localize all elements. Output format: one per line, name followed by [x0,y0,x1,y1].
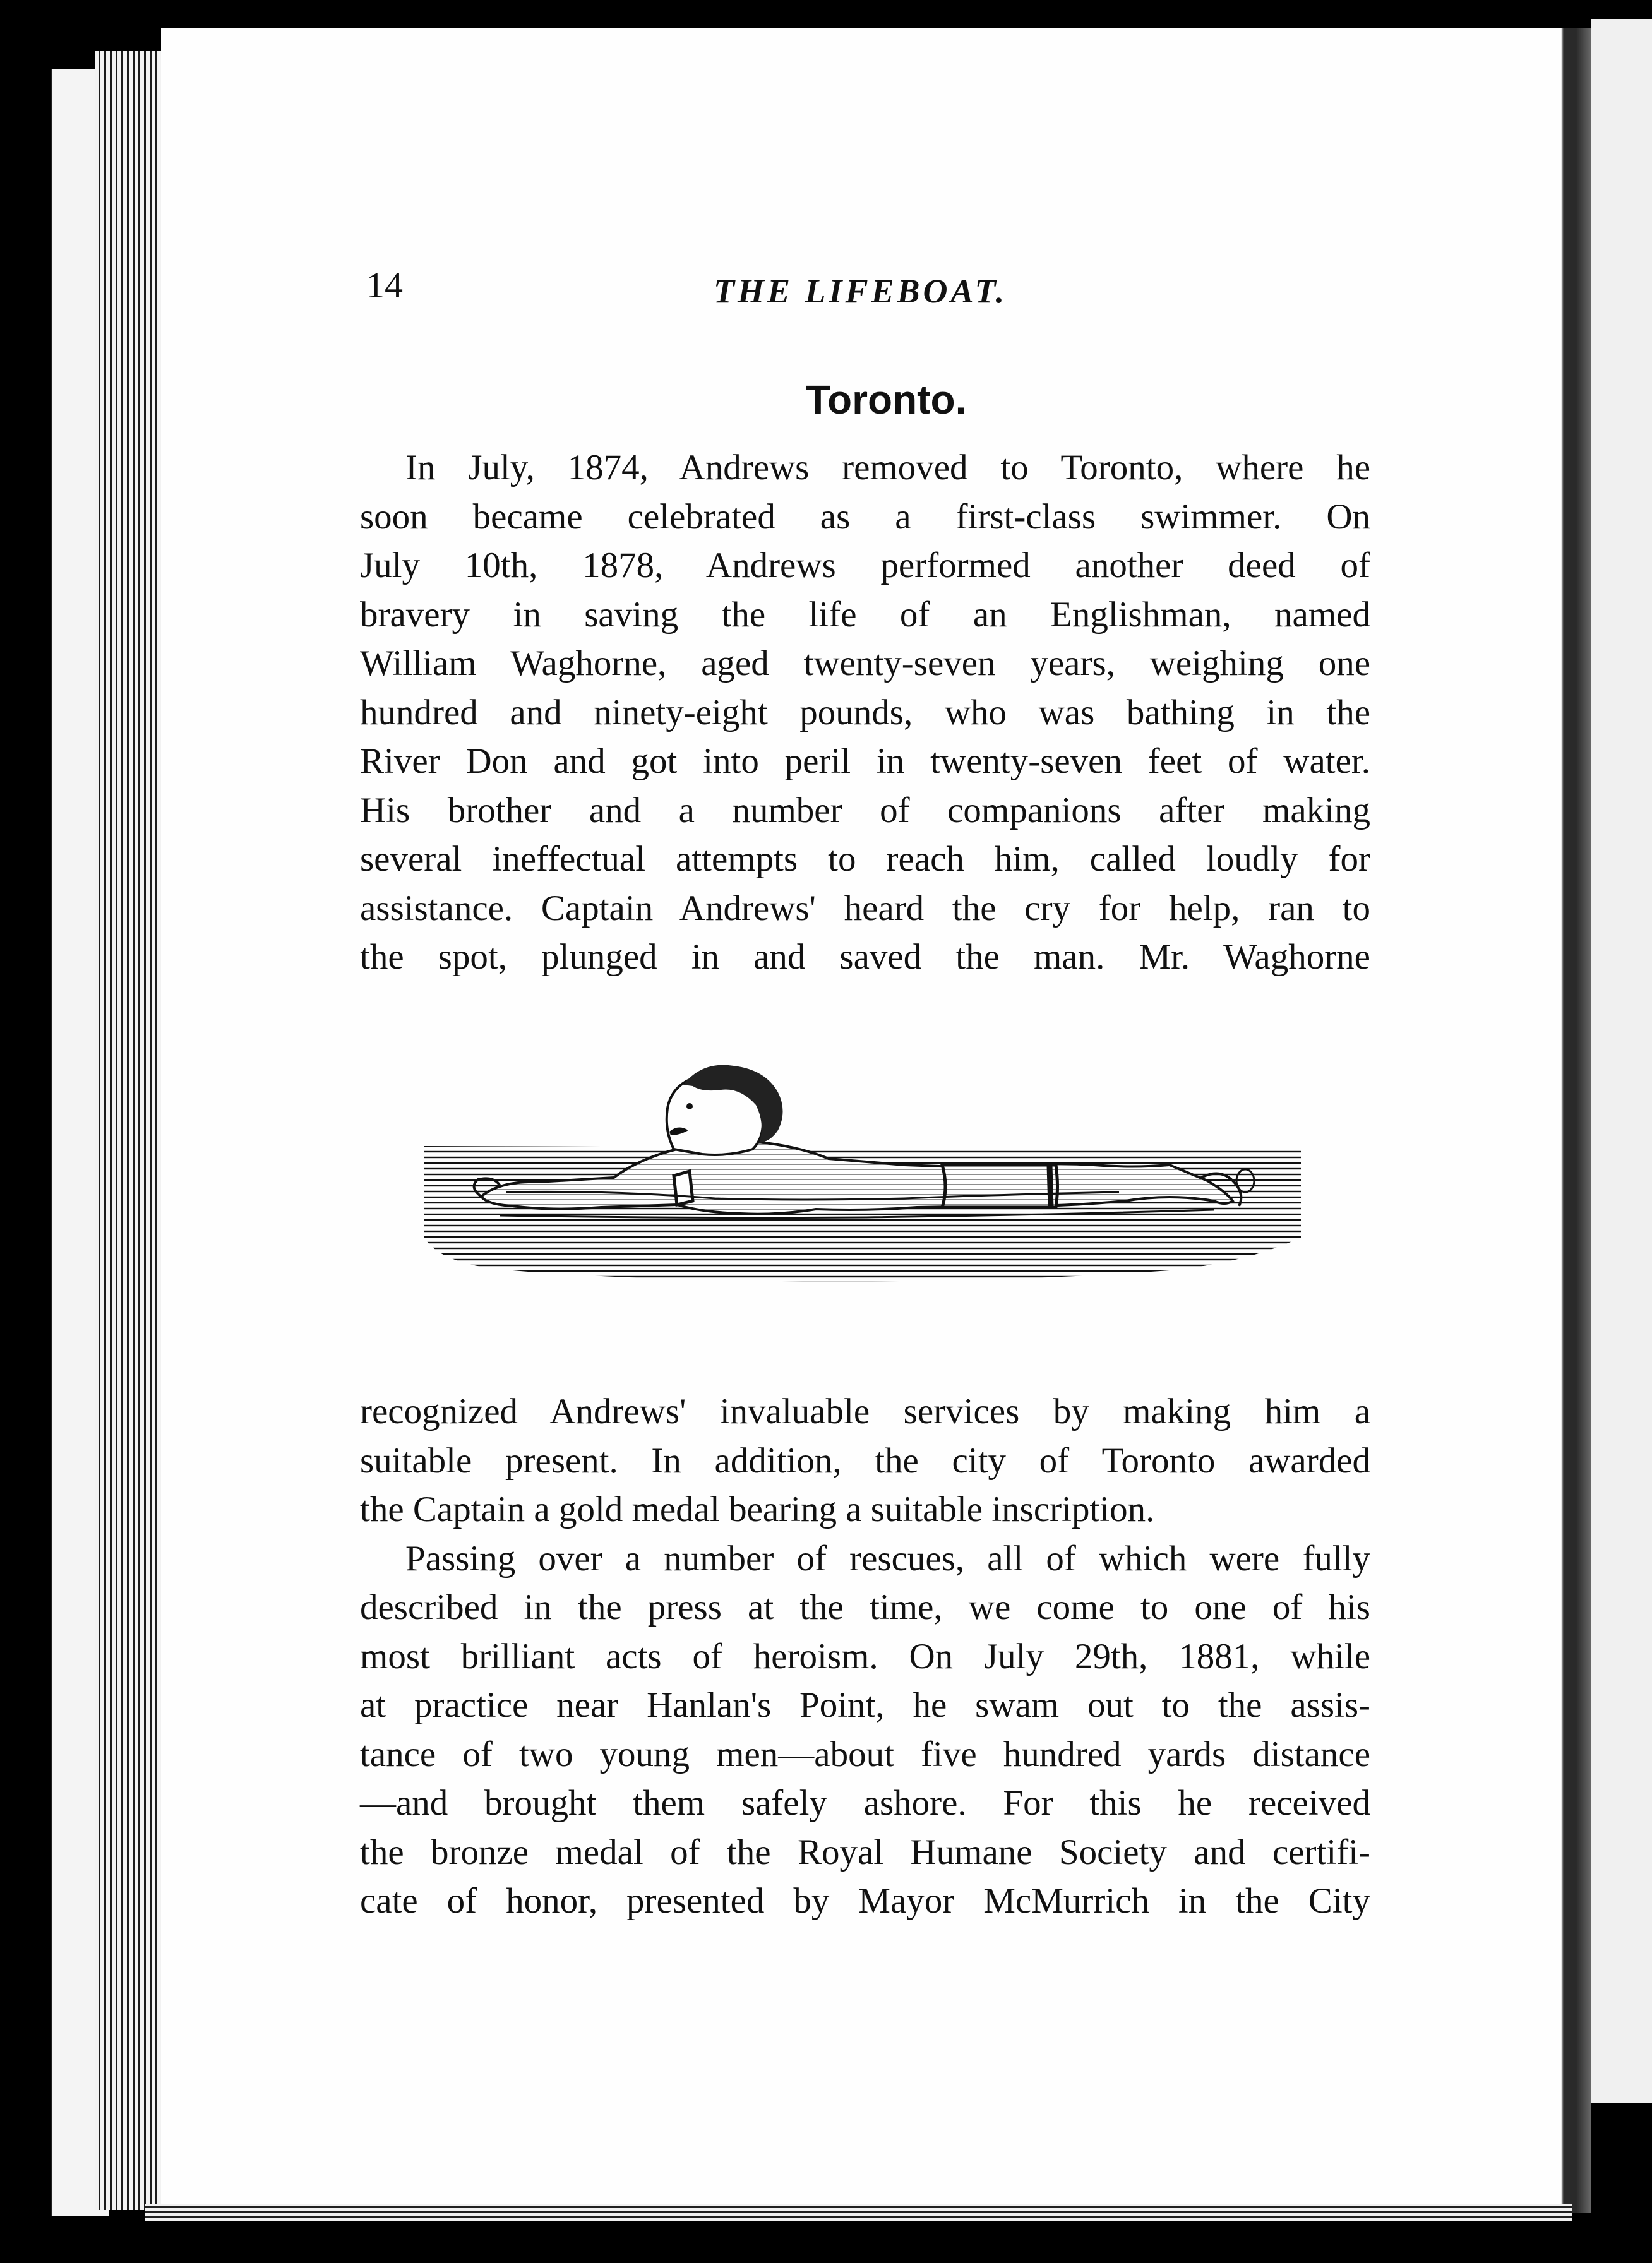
text-line: the spot, plunged in and saved the man. Mr. Waghorne [360,937,1370,977]
running-head: THE LIFEBOAT. [714,272,1008,310]
text-line: River Don and got into peril in twenty-seven feet of water. [360,741,1370,781]
text-line: described in the press at the time, we come to one of his [360,1587,1370,1627]
paragraph-1-continued [360,1387,1370,1926]
text-line: hundred and ninety-eight pounds, who was bathing in the [360,692,1370,732]
text-line: tance of two young men—about five hundred yards distance [360,1734,1370,1774]
facing-page-edge [1591,19,1652,2103]
text-line: Passing over a number of rescues, all of which were fully [405,1538,1370,1579]
paragraph-1 [360,443,1370,982]
text-line: at practice near Hanlan's Point, he swam out to the assis- [360,1685,1370,1725]
text-line: bravery in saving the life of an Englishman, named [360,594,1370,635]
page-gutter-shadow [1541,28,1591,2213]
text-line: July 10th, 1878, Andrews performed another deed of [360,546,1370,585]
text-line: In July, 1874, Andrews removed to Toronto, where he [405,448,1370,487]
text-line: most brilliant acts of heroism. On July 29th, 1881, while [360,1636,1370,1676]
text-line: cate of honor, presented by Mayor McMurrich in the City [360,1881,1370,1921]
text-line: William Waghorne, aged twenty-seven years, weighing one [360,643,1370,683]
swimmer-illustration [424,1036,1301,1339]
text-line: recognized Andrews' invaluable services by making him a [360,1392,1370,1431]
page-stack-edges [95,51,164,2210]
page-stack-bottom [145,2204,1572,2221]
section-title: Toronto. [805,377,967,422]
text-line: the Captain a gold medal bearing a suitable inscription. [360,1490,1155,1529]
text-line: assistance. Captain Andrews' heard the cry for help, ran to [360,888,1370,928]
text-line: several ineffectual attempts to reach him, called loudly for [360,839,1370,879]
text-line: suitable present. In addition, the city of Toronto awarded [360,1440,1370,1481]
page-number: 14 [366,265,403,306]
text-line: —and brought them safely ashore. For this he received [360,1783,1370,1823]
text-line: His brother and a number of companions after making [360,790,1370,830]
text-line: soon became celebrated as a first-class swimmer. On [360,496,1370,537]
text-line: the bronze medal of the Royal Humane Society and certifi- [360,1832,1370,1872]
